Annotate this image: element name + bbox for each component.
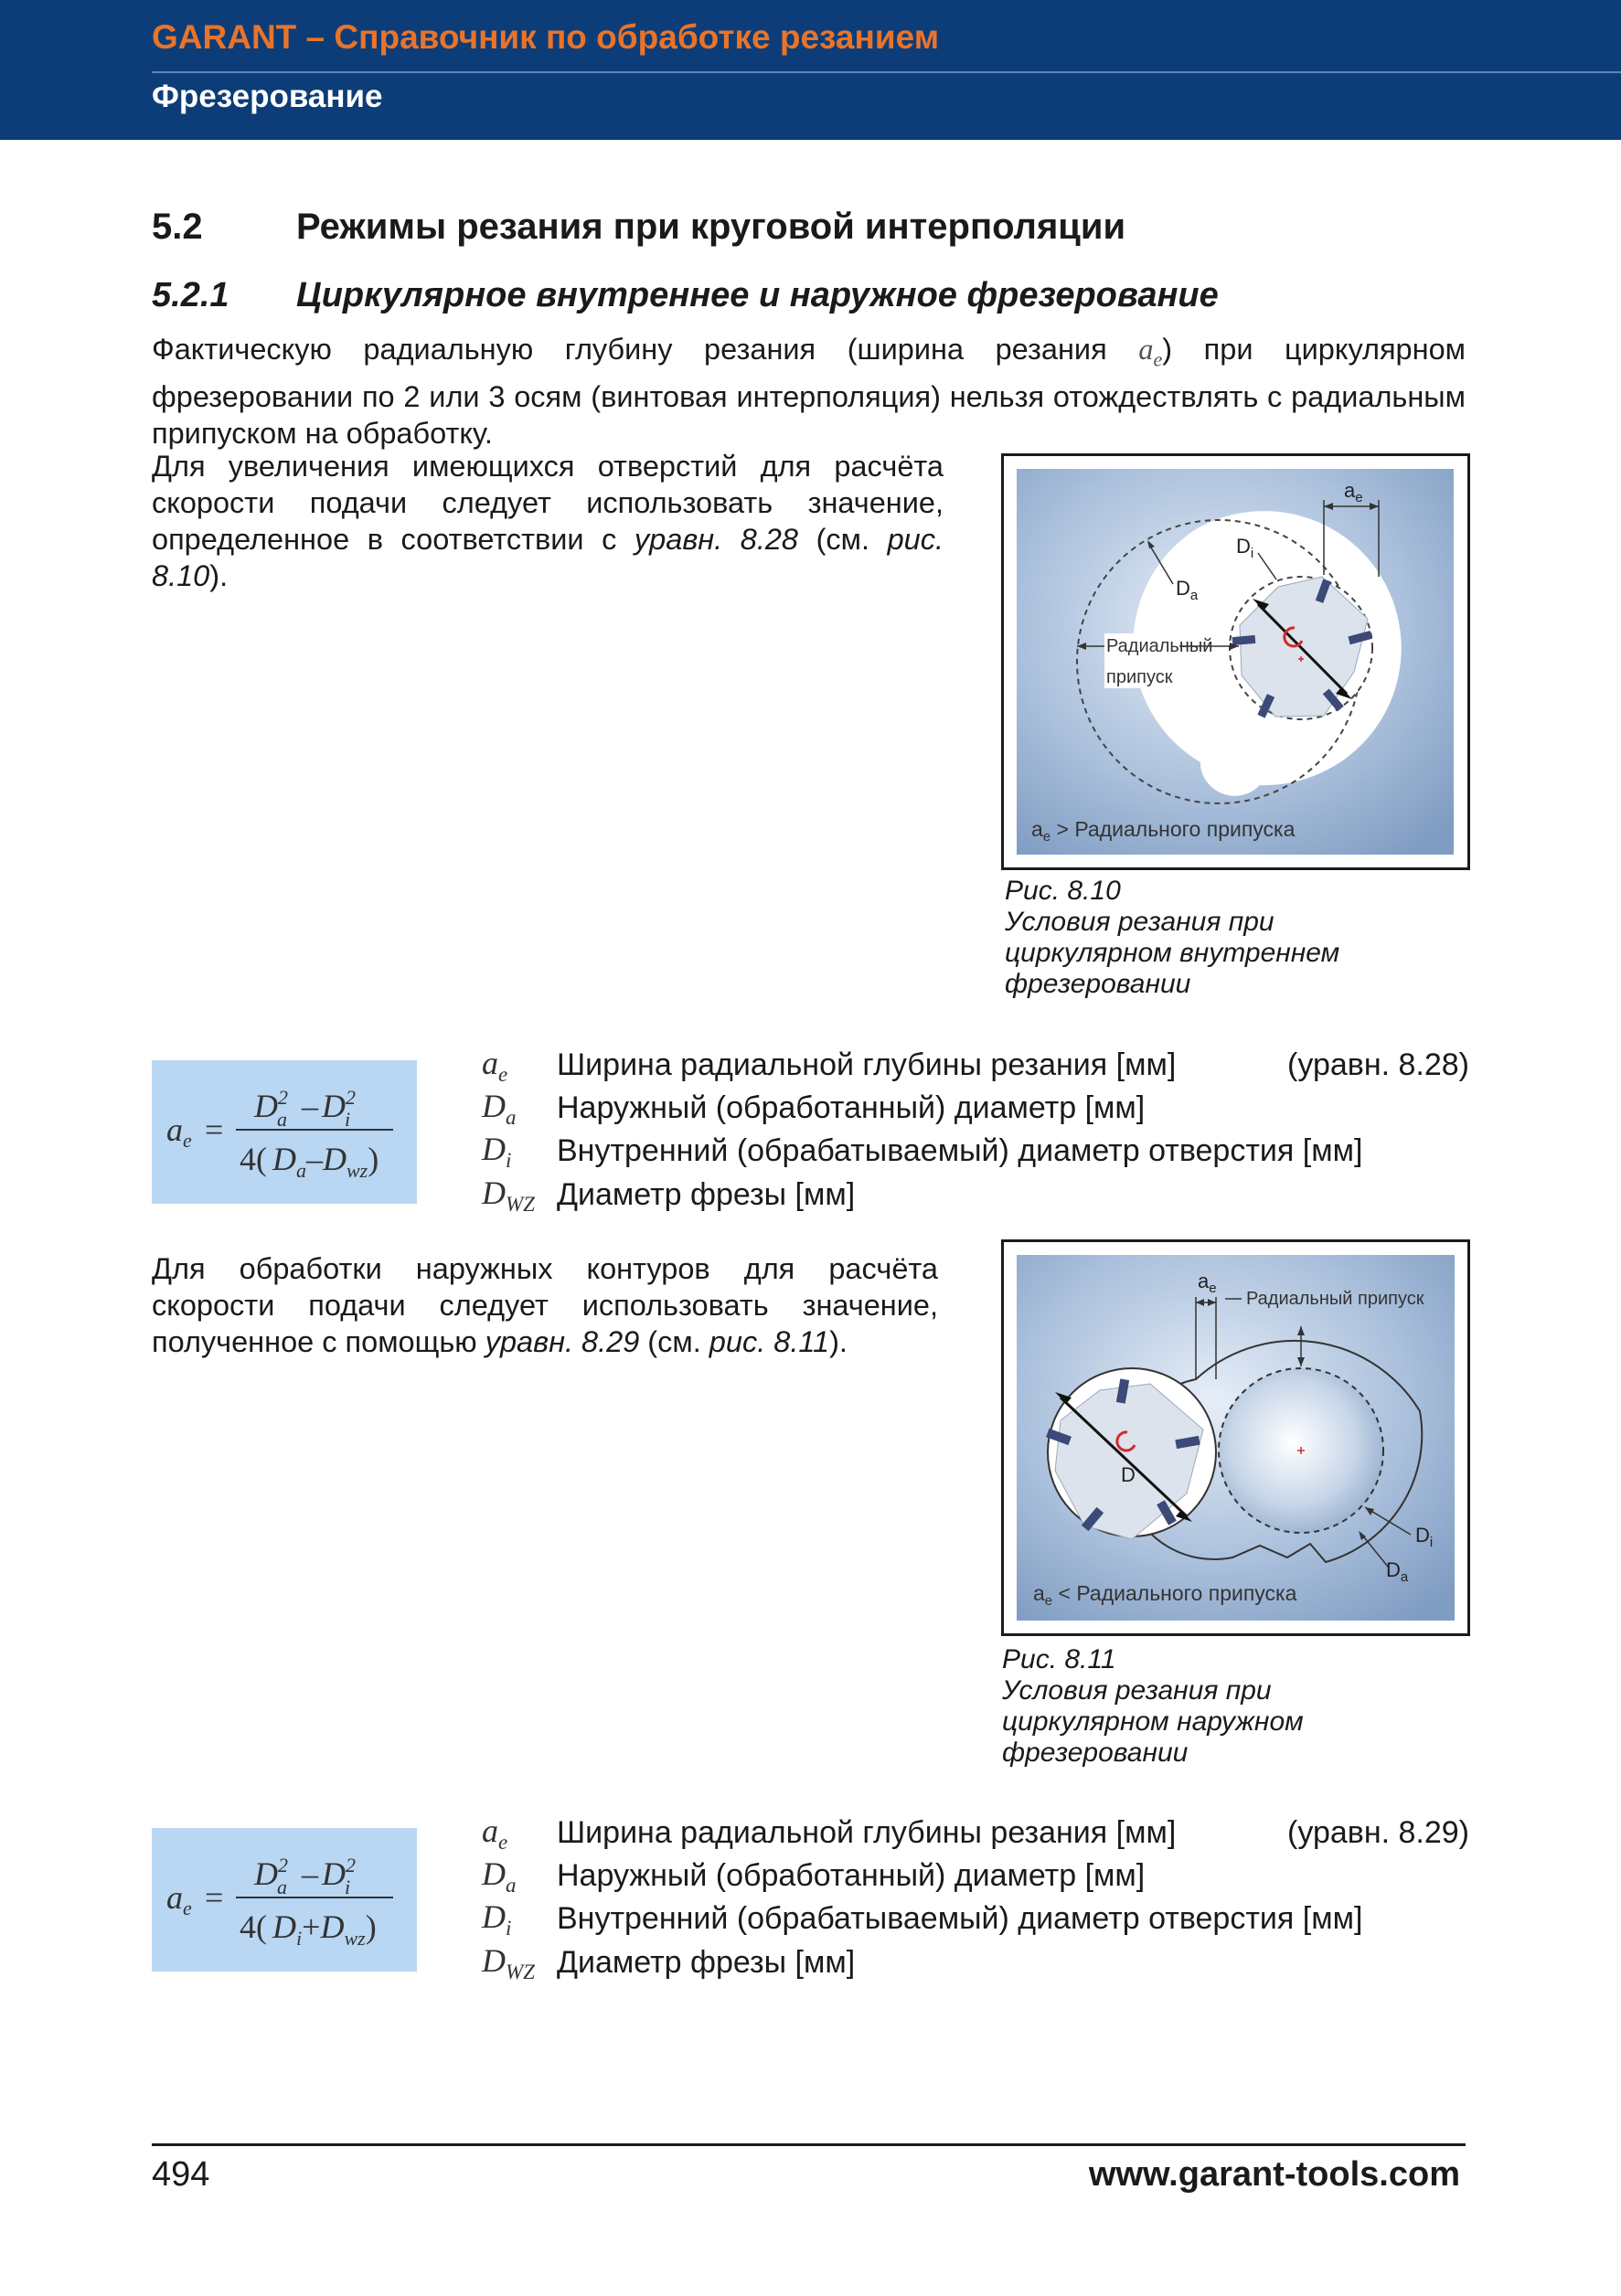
- figure-reference: рис. 8.10: [152, 523, 944, 592]
- table-row: $D_i$ Внутренний (обрабатываемый) диаметр отверстия [мм]: [482, 1131, 1363, 1173]
- table-row: $D_a$ Наружный (обработанный) диаметр [мм]: [482, 1855, 1146, 1897]
- svg-text:ae: ae: [166, 1879, 192, 1919]
- table-row: $D_{WZ}$ Диаметр фрезы [мм]: [482, 1174, 856, 1216]
- figure-caption-text: Условия резания при циркулярном наружном фрезеровании: [1002, 1675, 1304, 1768]
- figure-internal-milling: [1001, 453, 1470, 870]
- svg-text:=: =: [205, 1879, 224, 1916]
- svg-text:D2a–D2i: $D^2$ a – $D^2$ i: [254, 1854, 356, 1898]
- figure-caption-2: [1002, 1644, 1404, 1769]
- subsection-heading: [152, 276, 1219, 315]
- chapter-title: Фрезерование: [152, 79, 383, 114]
- figure-reference: рис. 8.11: [709, 1325, 830, 1358]
- da-label: $D_a$: [1176, 577, 1199, 603]
- equation-number: (уравн. 8.29): [1287, 1815, 1469, 1851]
- website-link[interactable]: www.garant-tools.com: [1088, 2155, 1460, 2194]
- equation-reference: уравн. 8.29: [485, 1325, 640, 1358]
- internal-milling-paragraph: Для увеличения имеющихся отверстий для расчёта скорости подачи следует использовать значение, определенное в соответствии с уравн. 8.28 (см. рис. 8.10).: [152, 450, 944, 592]
- figure-caption-text: Условия резания при циркулярном внутреннем фрезеровании: [1005, 907, 1340, 999]
- da-label: $D_a$: [1386, 1558, 1409, 1585]
- allowance-label-line1: Радиальный: [1106, 636, 1213, 656]
- svg-text:4(: 4(: [240, 1908, 267, 1945]
- table-row: $D_a$ Наружный (обработанный) диаметр [мм]: [482, 1088, 1146, 1130]
- figure-label: Рис. 8.11: [1002, 1644, 1116, 1674]
- section-number: 5.2: [152, 207, 203, 247]
- variables-table-8-29: [482, 1812, 1469, 1984]
- header-rule: [152, 71, 1621, 73]
- brand-title: GARANT – Справочник по обработке резанием: [152, 18, 940, 56]
- external-milling-paragraph: Для обработки наружных контуров для расчёта скорости подачи следует использовать значение, полученное с помощью уравн. 8.29 (см. рис. 8.11).: [152, 1252, 938, 1358]
- section-title: Режимы резания при круговой интерполяции: [296, 207, 1126, 247]
- subsection-number: 5.2.1: [152, 276, 229, 314]
- allowance-label: Радиальный припуск: [1246, 1289, 1424, 1309]
- svg-text:Di+Dwz): $D_i+D_{wz}$): [272, 1908, 377, 1950]
- table-row: $D_i$ Внутренний (обрабатываемый) диаметр отверстия [мм]: [482, 1898, 1363, 1940]
- ae-label: $a_e$: [1198, 1270, 1217, 1296]
- svg-text:Da–Dwz): $D_a-D_{wz}$): [272, 1141, 379, 1182]
- formula-box-8-29: [152, 1828, 417, 1972]
- figure-caption-1: [1005, 876, 1407, 1000]
- ae-label: $a_e$: [1344, 479, 1363, 505]
- equation-number: (уравн. 8.28): [1287, 1047, 1469, 1083]
- figure-external-milling: [1001, 1239, 1470, 1636]
- formula-box-8-28: [152, 1060, 417, 1204]
- figure-label: Рис. 8.10: [1005, 876, 1121, 906]
- table-row: $a_e$ Ширина радиальной глубины резания [мм] (уравн. 8.28): [482, 1045, 1469, 1087]
- cutter-diameter-label: D: [1121, 1463, 1136, 1486]
- figure-condition-note: $a_e$ > Радиального припуска: [1031, 817, 1296, 845]
- table-row: $D_{WZ}$ Диаметр фрезы [мм]: [482, 1941, 856, 1983]
- subsection-title: Циркулярное внутреннее и наружное фрезерование: [296, 276, 1219, 314]
- page-number: 494: [152, 2155, 210, 2194]
- di-label: $D_i$: [1236, 535, 1254, 561]
- page-header: [0, 0, 1621, 140]
- di-label: $D_i$: [1415, 1524, 1434, 1550]
- svg-text:ae–: ae: [166, 1111, 192, 1152]
- footer-rule: [152, 2143, 1466, 2146]
- figure-condition-note: $a_e$ < Радиального припуска: [1033, 1581, 1297, 1609]
- svg-text:=: =: [205, 1111, 224, 1148]
- variables-table-8-28: [482, 1044, 1469, 1217]
- equation-reference: уравн. 8.28: [634, 523, 799, 556]
- section-heading: [152, 207, 1125, 248]
- svg-text:4(D: 4(: [240, 1141, 267, 1177]
- table-row: $a_e$ Ширина радиальной глубины резания [мм] (уравн. 8.29): [482, 1812, 1469, 1855]
- svg-text:D2a–D2i: $D^2$ a – $D^2$ i: [254, 1086, 356, 1131]
- intro-paragraph: Фактическую радиальную глубину резания (ширина резания $a_e$) при циркулярном фрезеровании по 2 или 3 осям (винтовая интерполяция) нельзя отождествлять с радиальным припуском на обработку.: [152, 333, 1466, 450]
- allowance-label-line2: припуск: [1106, 667, 1173, 687]
